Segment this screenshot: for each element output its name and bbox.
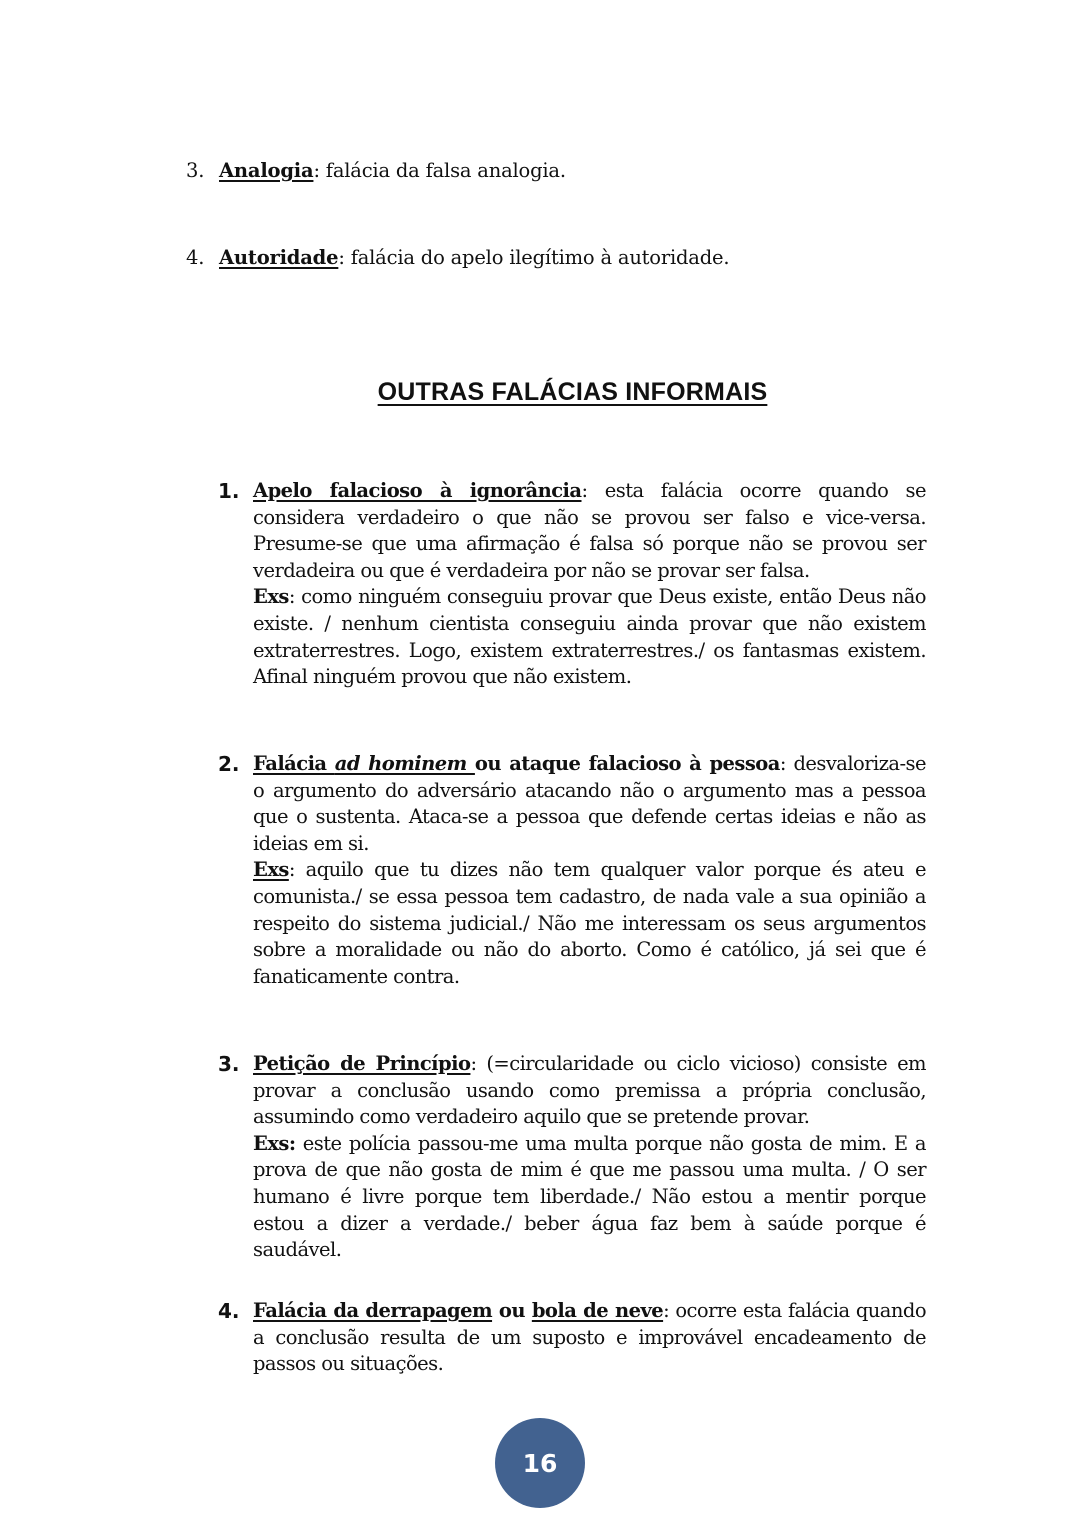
list-item-analogia [186,158,566,184]
list-item-autoridade [186,245,729,271]
examples-label: Exs [253,858,289,882]
term-continuation: ou ataque falacioso à pessoa [474,752,780,775]
fallacy-item-ad-hominem [218,751,926,990]
definition-paragraph: Petição de Princípio: (=circularidade ou ciclo vicioso) consiste em provar a conclusão usando como premissa a própria conclusão, assumindo como verdadeiro aquilo que se pretende provar. [253,1052,926,1129]
list-number: 4. [186,246,205,269]
fallacy-item-slippery-slope [218,1298,926,1378]
term: Apelo falacioso à ignorância [253,479,582,502]
definition-paragraph: Apelo falacioso à ignorância: esta falácia ocorre quando se considera verdadeiro o que não se provou ser falso e vice-versa. Presume-se que uma afirmação é falsa só porque não se provou ser verdadeira ou que é verdadeira por não se provar ser falsa. [253,479,926,582]
examples-paragraph: Exs: aquilo que tu dizes não tem qualquer valor porque és ateu e comunista./ se essa pessoa tem cadastro, de nada vale a sua opinião a respeito do sistema judicial./ Não me interessam os seus argumentos sobre a moralidade ou não do aborto. Como é católico, já sei que é fanaticamente contra. [253,858,926,988]
list-number: 1. [218,479,240,503]
definition-paragraph: Falácia da derrapagem ou bola de neve: ocorre esta falácia quando a conclusão resulta de um suposto e improvável encadeamento de passos ou situações. [253,1299,927,1376]
list-number: 3. [186,159,205,182]
term: Petição de Princípio [253,1052,471,1075]
term-alt: bola de neve [531,1299,664,1322]
definition-paragraph: Falácia ad hominem ou ataque falacioso à pessoa: desvaloriza-se o argumento do adversário atacando não o argumento mas a pessoa que o sustenta. Ataca-se a pessoa que defende certas ideias e não as ideias em si. [253,752,926,855]
list-number: 4. [218,1299,240,1323]
term: Falácia da derrapagem [253,1299,493,1322]
examples-label: Exs [253,585,289,609]
list-number: 3. [218,1052,240,1076]
term-autoridade: Autoridade [219,246,339,269]
definition: : falácia do apelo ilegítimo à autoridade. [338,246,730,269]
fallacy-item-ignorance [218,478,926,691]
examples-label: Exs: [253,1131,296,1155]
term-analogia: Analogia [219,159,314,182]
fallacy-item-petitio-principii [218,1051,926,1264]
page-number: 16 [522,1448,558,1478]
list-number: 2. [218,752,240,776]
examples-paragraph: Exs: este polícia passou-me uma multa porque não gosta de mim. E a prova de que não gosta de mim é que me passou uma multa. / O ser humano é livre porque tem liberdade./ Não estou a mentir porque estou a dizer a verdade./ beber água faz bem à saúde porque é saudável. [253,1131,926,1262]
section-title: OUTRAS FALÁCIAS INFORMAIS [377,378,768,406]
term: Falácia ad hominem [253,752,475,775]
examples-paragraph: Exs: como ninguém conseguiu provar que Deus existe, então Deus não existe. / nenhum cientista conseguiu ainda provar que não existem extraterrestres. Logo, existem extraterrestres./ os fantasmas existem. Afinal ninguém provou que não existem. [253,585,926,689]
page-number-badge [495,1418,585,1508]
definition: : falácia da falsa analogia. [313,159,566,182]
term-connector: ou [492,1299,532,1322]
